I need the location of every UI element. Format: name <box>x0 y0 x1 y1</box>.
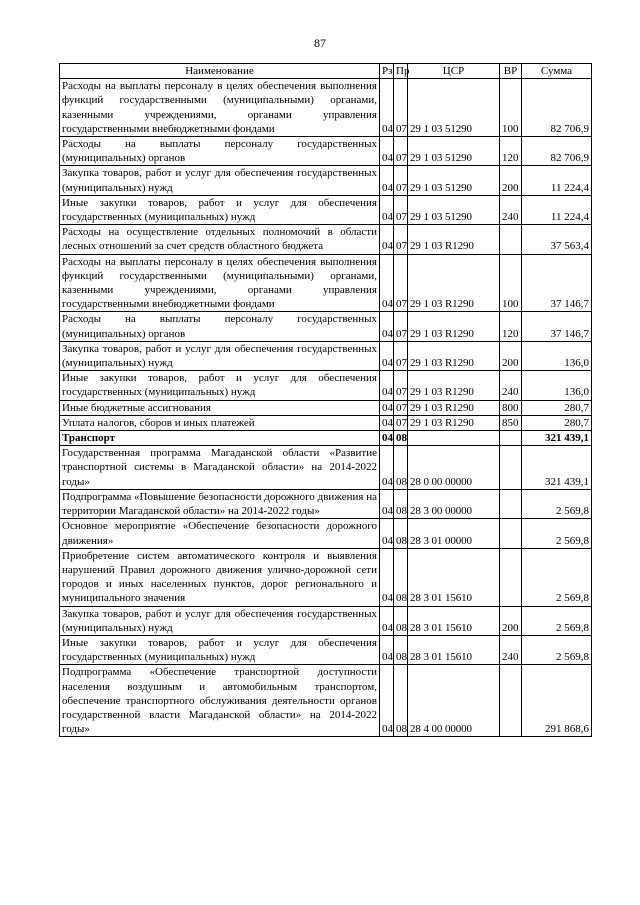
table-row <box>60 371 592 400</box>
cell-vr <box>500 225 522 254</box>
cell-sum: 2 569,8 <box>522 489 592 518</box>
header-rz: Рз <box>380 64 394 79</box>
header-csr: ЦСР <box>408 64 500 79</box>
cell-vr <box>500 489 522 518</box>
cell-vr: 100 <box>500 79 522 137</box>
cell-pr: 07 <box>394 312 408 341</box>
table-row <box>60 195 592 224</box>
cell-rz: 04 <box>380 166 394 195</box>
cell-rz: 04 <box>380 371 394 400</box>
cell-vr <box>500 431 522 446</box>
cell-csr: 29 1 03 R1290 <box>408 254 500 312</box>
cell-vr: 100 <box>500 254 522 312</box>
cell-vr: 240 <box>500 195 522 224</box>
cell-pr: 08 <box>394 606 408 635</box>
cell-csr: 29 1 03 51290 <box>408 195 500 224</box>
cell-name: Закупка товаров, работ и услуг для обеспечения государственных (муниципальных) нужд <box>60 341 380 370</box>
cell-rz: 04 <box>380 431 394 446</box>
table-row <box>60 312 592 341</box>
cell-sum: 280,7 <box>522 400 592 415</box>
cell-rz: 04 <box>380 606 394 635</box>
table-row <box>60 548 592 606</box>
cell-name: Подпрограмма «Повышение безопасности дорожного движения на территории Магаданской области» на 2014-2022 годы» <box>60 489 380 518</box>
cell-sum: 37 146,7 <box>522 254 592 312</box>
page-number: 87 <box>314 36 326 50</box>
cell-csr: 29 1 03 51290 <box>408 166 500 195</box>
cell-rz: 04 <box>380 548 394 606</box>
cell-sum: 2 569,8 <box>522 519 592 548</box>
cell-csr <box>408 431 500 446</box>
cell-csr: 28 3 01 15610 <box>408 606 500 635</box>
cell-rz: 04 <box>380 195 394 224</box>
cell-name: Расходы на выплаты персоналу в целях обеспечения выполнения функций государственными (муниципальными) органами, казенными учреждениями, органами управления государственными внебюджетными фондами <box>60 79 380 137</box>
cell-pr: 08 <box>394 431 408 446</box>
cell-csr: 29 1 03 R1290 <box>408 312 500 341</box>
cell-name: Транспорт <box>60 431 380 446</box>
cell-rz: 04 <box>380 225 394 254</box>
table-row <box>60 665 592 737</box>
cell-vr: 240 <box>500 635 522 664</box>
table-row <box>60 606 592 635</box>
cell-sum: 11 224,4 <box>522 195 592 224</box>
table-row <box>60 254 592 312</box>
cell-name: Расходы на осуществление отдельных полномочий в области лесных отношений за счет средств областного бюджета <box>60 225 380 254</box>
cell-rz: 04 <box>380 519 394 548</box>
cell-name: Иные бюджетные ассигнования <box>60 400 380 415</box>
cell-rz: 04 <box>380 415 394 430</box>
cell-rz: 04 <box>380 137 394 166</box>
cell-sum: 11 224,4 <box>522 166 592 195</box>
cell-name: Уплата налогов, сборов и иных платежей <box>60 415 380 430</box>
cell-pr: 07 <box>394 371 408 400</box>
cell-rz: 04 <box>380 446 394 490</box>
cell-name: Расходы на выплаты персоналу государственных (муниципальных) органов <box>60 137 380 166</box>
table-row <box>60 137 592 166</box>
cell-sum: 136,0 <box>522 341 592 370</box>
table-body <box>60 79 592 737</box>
cell-pr: 07 <box>394 254 408 312</box>
cell-name: Государственная программа Магаданской области «Развитие транспортной системы в Магаданской области» на 2014-2022 годы» <box>60 446 380 490</box>
header-pr: Пр <box>394 64 408 79</box>
cell-pr: 08 <box>394 446 408 490</box>
cell-pr: 07 <box>394 137 408 166</box>
cell-sum: 321 439,1 <box>522 431 592 446</box>
cell-csr: 28 3 01 00000 <box>408 519 500 548</box>
cell-vr: 200 <box>500 166 522 195</box>
cell-name: Приобретение систем автоматического контроля и выявления нарушений Правил дорожного движения улично-дорожной сети городов и иных населенных пунктов, дорог регионального и муниципального значения <box>60 548 380 606</box>
cell-pr: 07 <box>394 400 408 415</box>
cell-rz: 04 <box>380 254 394 312</box>
table-row <box>60 519 592 548</box>
table-row <box>60 415 592 430</box>
table-row <box>60 79 592 137</box>
table-row <box>60 446 592 490</box>
cell-vr: 200 <box>500 606 522 635</box>
header-vr: ВР <box>500 64 522 79</box>
cell-csr: 29 1 03 R1290 <box>408 341 500 370</box>
cell-name: Расходы на выплаты персоналу в целях обеспечения выполнения функций государственными (муниципальными) органами, казенными учреждениями, органами управления государственными внебюджетными фондами <box>60 254 380 312</box>
header-name: Наименование <box>60 64 380 79</box>
cell-pr: 07 <box>394 195 408 224</box>
cell-vr <box>500 519 522 548</box>
cell-csr: 29 1 03 51290 <box>408 79 500 137</box>
cell-vr: 800 <box>500 400 522 415</box>
table-row <box>60 166 592 195</box>
cell-pr: 07 <box>394 225 408 254</box>
cell-pr: 08 <box>394 635 408 664</box>
cell-pr: 08 <box>394 548 408 606</box>
budget-table <box>59 63 592 737</box>
cell-name: Иные закупки товаров, работ и услуг для обеспечения государственных (муниципальных) нужд <box>60 195 380 224</box>
cell-csr: 29 1 03 51290 <box>408 137 500 166</box>
cell-pr: 07 <box>394 79 408 137</box>
table-row <box>60 489 592 518</box>
cell-csr: 28 0 00 00000 <box>408 446 500 490</box>
cell-csr: 29 1 03 R1290 <box>408 415 500 430</box>
cell-sum: 136,0 <box>522 371 592 400</box>
table-row <box>60 341 592 370</box>
cell-sum: 280,7 <box>522 415 592 430</box>
cell-vr: 240 <box>500 371 522 400</box>
cell-pr: 07 <box>394 341 408 370</box>
cell-name: Иные закупки товаров, работ и услуг для обеспечения государственных (муниципальных) нужд <box>60 635 380 664</box>
cell-name: Закупка товаров, работ и услуг для обеспечения государственных (муниципальных) нужд <box>60 606 380 635</box>
table-header-row <box>60 64 592 79</box>
cell-vr: 200 <box>500 341 522 370</box>
cell-vr <box>500 446 522 490</box>
cell-rz: 04 <box>380 489 394 518</box>
cell-sum: 321 439,1 <box>522 446 592 490</box>
cell-rz: 04 <box>380 635 394 664</box>
cell-pr: 07 <box>394 415 408 430</box>
cell-csr: 29 1 03 R1290 <box>408 371 500 400</box>
cell-pr: 07 <box>394 166 408 195</box>
cell-sum: 37 146,7 <box>522 312 592 341</box>
cell-csr: 28 3 01 15610 <box>408 635 500 664</box>
cell-csr: 28 3 01 15610 <box>408 548 500 606</box>
table-row <box>60 400 592 415</box>
table-row <box>60 431 592 446</box>
cell-rz: 04 <box>380 341 394 370</box>
cell-csr: 28 4 00 00000 <box>408 665 500 737</box>
table-row <box>60 225 592 254</box>
cell-vr <box>500 665 522 737</box>
cell-sum: 2 569,8 <box>522 548 592 606</box>
cell-sum: 82 706,9 <box>522 137 592 166</box>
cell-sum: 2 569,8 <box>522 635 592 664</box>
cell-name: Закупка товаров, работ и услуг для обеспечения государственных (муниципальных) нужд <box>60 166 380 195</box>
cell-name: Расходы на выплаты персоналу государственных (муниципальных) органов <box>60 312 380 341</box>
cell-rz: 04 <box>380 665 394 737</box>
cell-pr: 08 <box>394 665 408 737</box>
cell-vr: 850 <box>500 415 522 430</box>
header-sum: Сумма <box>522 64 592 79</box>
cell-rz: 04 <box>380 312 394 341</box>
cell-name: Основное мероприятие «Обеспечение безопасности дорожного движения» <box>60 519 380 548</box>
cell-sum: 82 706,9 <box>522 79 592 137</box>
cell-name: Подпрограмма «Обеспечение транспортной доступности населения воздушным и автомобильным транспортом, обеспечение транспортного обслуживания деятельности органов государственной власти Магаданской области» на 2014-2022 годы» <box>60 665 380 737</box>
cell-rz: 04 <box>380 79 394 137</box>
cell-pr: 08 <box>394 489 408 518</box>
cell-csr: 28 3 00 00000 <box>408 489 500 518</box>
cell-name: Иные закупки товаров, работ и услуг для обеспечения государственных (муниципальных) нужд <box>60 371 380 400</box>
cell-pr: 08 <box>394 519 408 548</box>
cell-sum: 291 868,6 <box>522 665 592 737</box>
cell-sum: 2 569,8 <box>522 606 592 635</box>
cell-vr <box>500 548 522 606</box>
table-row <box>60 635 592 664</box>
cell-vr: 120 <box>500 137 522 166</box>
cell-csr: 29 1 03 R1290 <box>408 400 500 415</box>
cell-csr: 29 1 03 R1290 <box>408 225 500 254</box>
cell-rz: 04 <box>380 400 394 415</box>
cell-vr: 120 <box>500 312 522 341</box>
cell-sum: 37 563,4 <box>522 225 592 254</box>
